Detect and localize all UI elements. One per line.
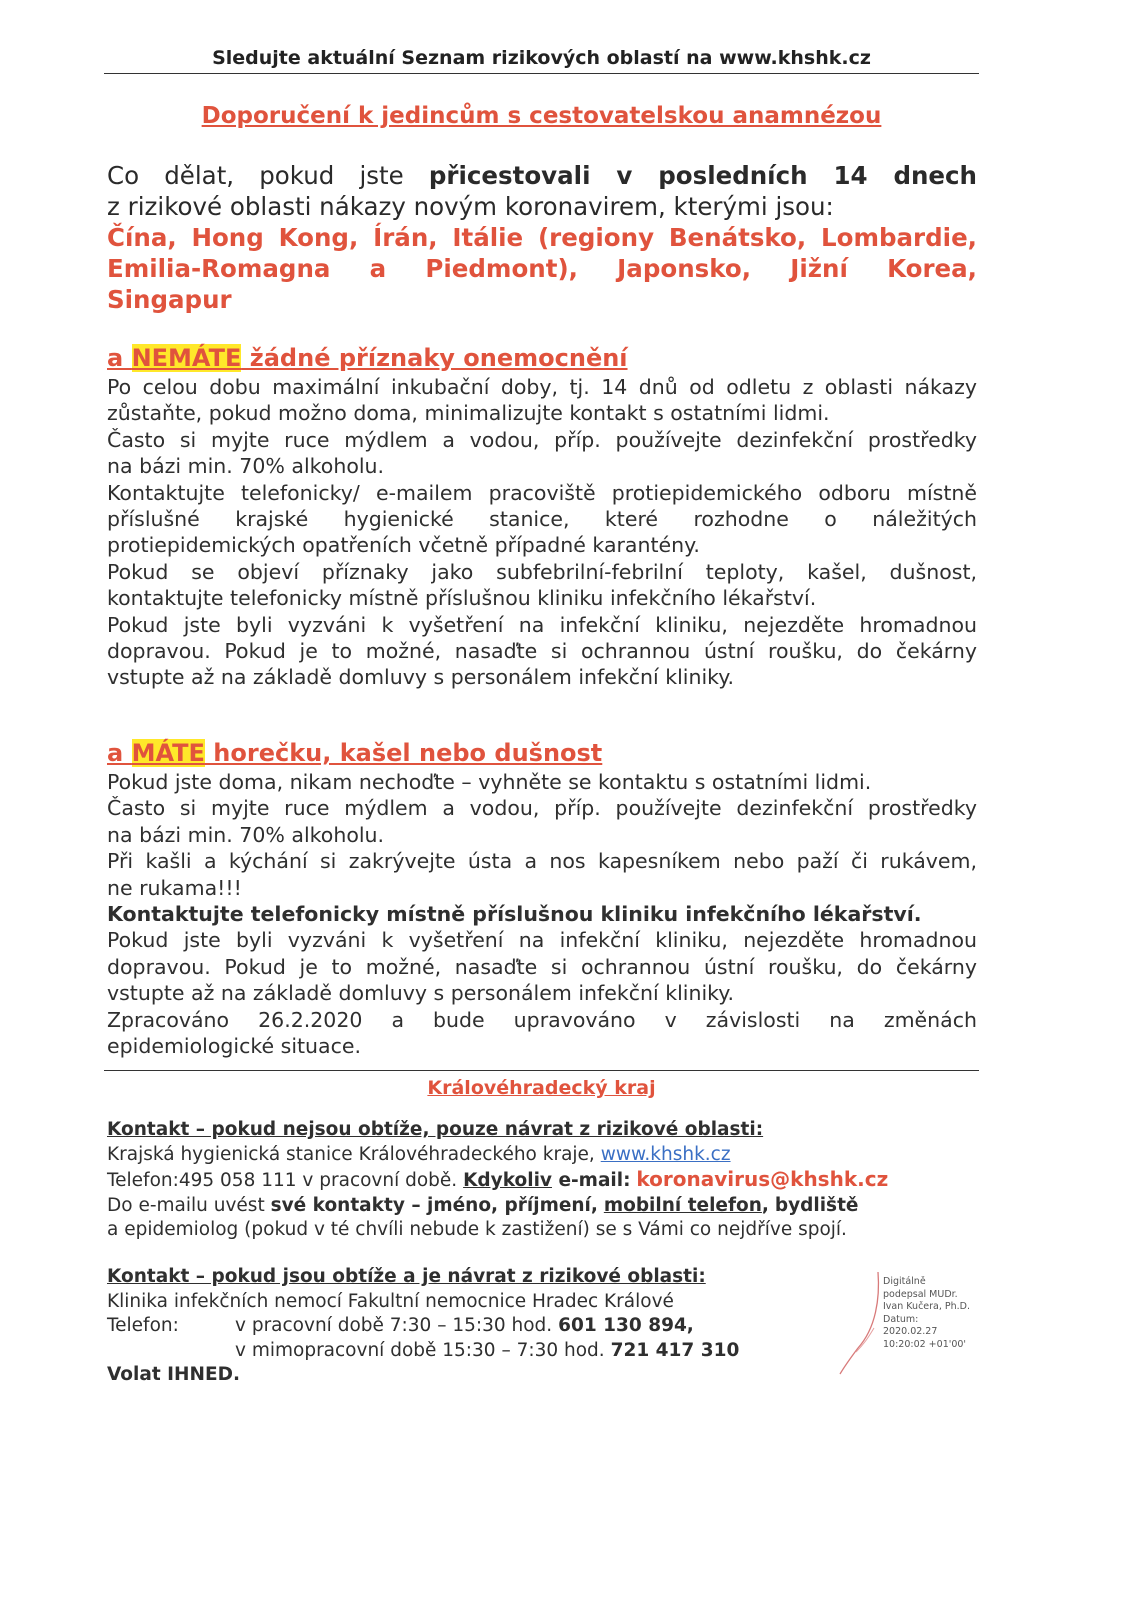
- text-line: na bázi min. 70% alkoholu.: [107, 822, 385, 847]
- intro-line-2: z rizikové oblasti nákazy novým koronavirem, kterými jsou:: [107, 192, 834, 221]
- contact-no-symptoms-heading: Kontakt – pokud nejsou obtíže, pouze návrat z rizikové oblasti:: [107, 1119, 764, 1140]
- off-hours: v mimopracovní době 15:30 – 7:30 hod.: [235, 1339, 605, 1361]
- heading-prefix: a: [107, 739, 132, 767]
- signature-line: Ivan Kučera, Ph.D.: [883, 1301, 971, 1313]
- text-line: Po celou dobu maximální inkubační doby, tj. 14 dnů od odletu z oblasti nákazy: [107, 375, 977, 399]
- email-link[interactable]: koronavirus@khshk.cz: [636, 1167, 889, 1191]
- header-divider: [104, 73, 979, 74]
- signature-line: 10:20:02 +01'00': [883, 1338, 967, 1350]
- epidemiologist-line: a epidemiolog (pokud v té chvíli nebude k zastižení) se s Vámi co nejdříve spojí.: [107, 1219, 847, 1240]
- anytime-label: Kdykoliv: [463, 1170, 552, 1191]
- signature-line: Datum:: [883, 1313, 919, 1325]
- clinic-line: Klinika infekčních nemocí Fakultní nemocnice Hradec Králové: [107, 1290, 674, 1312]
- text-line: Při kašli a kýchání si zakrývejte ústa a nos kapesníkem nebo paží či rukávem,: [107, 849, 977, 874]
- signature-scribble-icon: [838, 1268, 888, 1378]
- signature-line: podepsal MUDr.: [883, 1288, 958, 1300]
- text-line: kontaktujte telefonicky místně příslušnou kliniku infekčního lékařství.: [107, 586, 817, 611]
- work-phone[interactable]: 601 130 894,: [558, 1315, 694, 1336]
- footer-divider: [104, 1070, 979, 1071]
- text-line: na bázi min. 70% alkoholu.: [107, 454, 385, 479]
- text-line: Pokud jste byli vyzváni k vyšetření na infekční kliniku, nejezděte hromadnou: [107, 928, 977, 953]
- email-note-prefix: Do e-mailu uvést: [107, 1194, 265, 1216]
- text-line: dopravou. Pokud je to možné, nasaďte si ochrannou ústní roušku, do čekárny: [107, 639, 977, 664]
- work-hours: v pracovní době 7:30 – 15:30 hod.: [235, 1315, 553, 1336]
- contact-symptoms-heading: Kontakt – pokud jsou obtíže a je návrat z rizikové oblasti:: [107, 1266, 706, 1287]
- text-line: Pokud jste doma, nikam nechoďte – vyhněte se kontaktu s ostatními lidmi.: [107, 770, 872, 794]
- page-title: Doporučení k jedincům s cestovatelskou anamnézou: [201, 103, 882, 129]
- section-symptoms: [107, 737, 977, 1059]
- text-line: Často si myjte ruce mýdlem a vodou, příp. používejte dezinfekční prostředky: [107, 427, 977, 452]
- heading-suffix: horečku, kašel nebo dušnost: [204, 739, 603, 767]
- text-line: Pokud se objeví příznaky jako subfebrilní-febrilní teploty, kašel, dušnost,: [107, 559, 977, 584]
- intro-bold-period: přicestovali v posledních 14 dnech: [428, 161, 978, 190]
- section-no-symptoms: [107, 342, 977, 691]
- regions-line-3: Singapur: [107, 285, 232, 314]
- regions-line-2: Emilia-Romagna a Piedmont), Japonsko, Jižní Korea,: [107, 254, 977, 283]
- text-line: dopravou. Pokud je to možné, nasaďte si ochrannou ústní roušku, do čekárny: [107, 954, 977, 979]
- text-line: Kontaktujte telefonicky/ e-mailem pracoviště protiepidemického odboru místně: [107, 480, 977, 505]
- signature-line: 2020.02.27: [883, 1326, 938, 1338]
- text-line: Často si myjte ruce mýdlem a vodou, příp. používejte dezinfekční prostředky: [107, 796, 977, 821]
- intro-prefix: Co dělat, pokud jste: [107, 161, 404, 190]
- text-line: zůstaňte, pokud možno doma, minimalizujte kontakt s ostatními lidmi.: [107, 401, 830, 426]
- text-line: Zpracováno 26.2.2020 a bude upravováno v závislosti na změnách: [107, 1007, 977, 1032]
- heading-prefix: a: [107, 344, 132, 372]
- email-note-comma: ,: [761, 1194, 769, 1216]
- email-note-residence: bydliště: [774, 1194, 859, 1216]
- intro-line-1: [107, 160, 977, 191]
- text-line: ne rukama!!!: [107, 875, 242, 900]
- station-name: Krajská hygienická stanice Královéhradeckého kraje,: [107, 1143, 595, 1165]
- text-line: vstupte až na základě domluvy s personálem infekční kliniky.: [107, 665, 735, 690]
- intro-block: [107, 160, 977, 315]
- heading-suffix: žádné příznaky onemocnění: [241, 344, 628, 372]
- contact-no-symptoms: [107, 1118, 987, 1243]
- off-phone[interactable]: 721 417 310: [610, 1339, 740, 1361]
- text-line-bold: Kontaktujte telefonicky místně příslušnou kliniku infekčního lékařství.: [107, 902, 922, 927]
- region-title: Královéhradecký kraj: [427, 1077, 656, 1099]
- text-line: Pokud jste byli vyzváni k vyšetření na infekční kliniku, nejezděte hromadnou: [107, 612, 977, 637]
- email-note-bold: své kontakty – jméno, příjmení,: [270, 1194, 598, 1216]
- section-no-symptoms-heading: [107, 342, 977, 374]
- phone-text: Telefon:495 058 111 v pracovní době.: [107, 1170, 458, 1191]
- text-line: příslušné krajské hygienické stanice, které rozhodne o náležitých: [107, 507, 977, 532]
- highlight-nemate: NEMÁTE: [131, 344, 242, 372]
- text-line: epidemiologické situace.: [107, 1034, 362, 1059]
- signature-line: Digitálně: [883, 1276, 926, 1287]
- website-link[interactable]: www.khshk.cz: [600, 1143, 731, 1165]
- text-line: vstupte až na základě domluvy s personálem infekční kliniky.: [107, 981, 735, 1006]
- email-note-mobile: mobilní telefon: [603, 1194, 762, 1216]
- header-notice: Sledujte aktuální Seznam rizikových oblastí na www.khshk.cz: [212, 47, 871, 69]
- phone-label: Telefon:: [107, 1315, 179, 1336]
- section-symptoms-heading: [107, 737, 977, 769]
- regions-line-1: Čína, Hong Kong, Írán, Itálie (regiony Benátsko, Lombardie,: [107, 223, 977, 252]
- phone-email-line: [107, 1167, 987, 1194]
- digital-signature: [883, 1276, 970, 1352]
- highlight-mate: MÁTE: [131, 739, 205, 767]
- email-note-line: [107, 1194, 987, 1219]
- station-line: [107, 1143, 987, 1168]
- call-now: Volat IHNED.: [107, 1364, 240, 1385]
- text-line: protiepidemických opatřeních včetně případné karantény.: [107, 533, 700, 558]
- email-label: e-mail:: [552, 1170, 631, 1191]
